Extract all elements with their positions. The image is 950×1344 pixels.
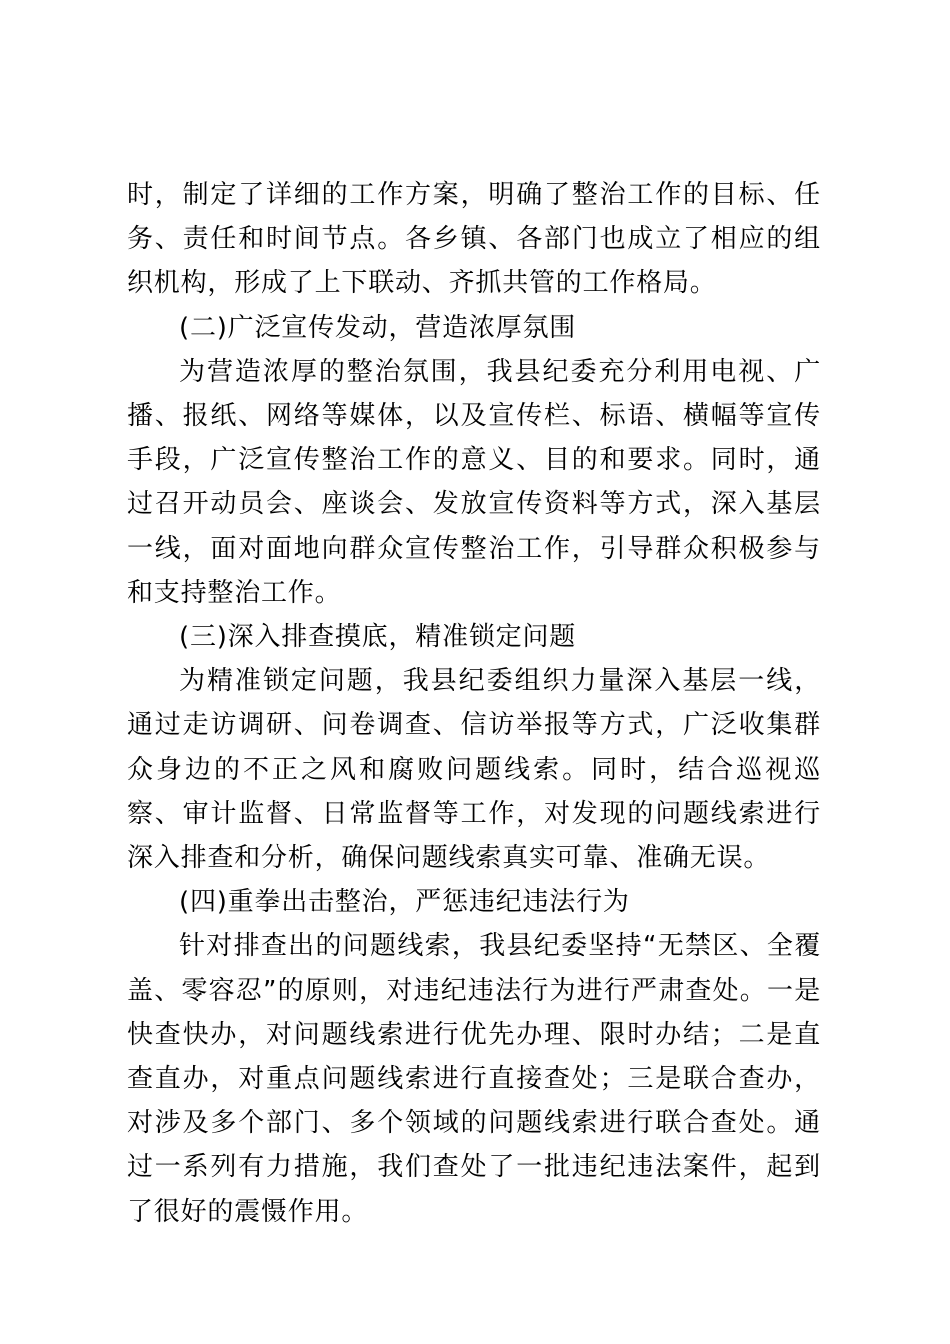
paragraph-publicity: 为营造浓厚的整治氛围，我县纪委充分利用电视、广播、报纸、网络等媒体，以及宣传栏、标语、横幅等宣传手段，广泛宣传整治工作的意义、目的和要求。同时，通过召开动员会、座谈会、发放宣传资料等方式，深入基层一线，面对面地向群众宣传整治工作，引导群众积极参与和支持整治工作。 bbox=[127, 356, 821, 608]
section-heading-3: (三)深入排查摸底，精准锁定问题 bbox=[179, 622, 577, 653]
paragraph-continuation: 时，制定了详细的工作方案，明确了整治工作的目标、任务、责任和时间节点。各乡镇、各部门也成立了相应的组织机构，形成了上下联动、齐抓共管的工作格局。 bbox=[127, 180, 821, 299]
section-heading-2: (二)广泛宣传发动，营造浓厚氛围 bbox=[179, 312, 577, 343]
paragraph-enforcement: 针对排查出的问题线索，我县纪委坚持“无禁区、全覆盖、零容忍”的原则，对违纪违法行为进行严肃查处。一是快查快办，对问题线索进行优先办理、限时办结；二是直查直办，对重点问题线索进行直接查处；三是联合查办，对涉及多个部门、多个领域的问题线索进行联合查处。通过一系列有力措施，我们查处了一批违纪违法案件，起到了很好的震慑作用。 bbox=[127, 931, 821, 1227]
document-body bbox=[127, 173, 821, 1234]
paragraph-investigation: 为精准锁定问题，我县纪委组织力量深入基层一线，通过走访调研、问卷调查、信访举报等方式，广泛收集群众身边的不正之风和腐败问题线索。同时，结合巡视巡察、审计监督、日常监督等工作，对发现的问题线索进行深入排查和分析，确保问题线索真实可靠、准确无误。 bbox=[127, 666, 821, 874]
section-heading-4: (四)重拳出击整治，严惩违纪违法行为 bbox=[179, 887, 630, 918]
